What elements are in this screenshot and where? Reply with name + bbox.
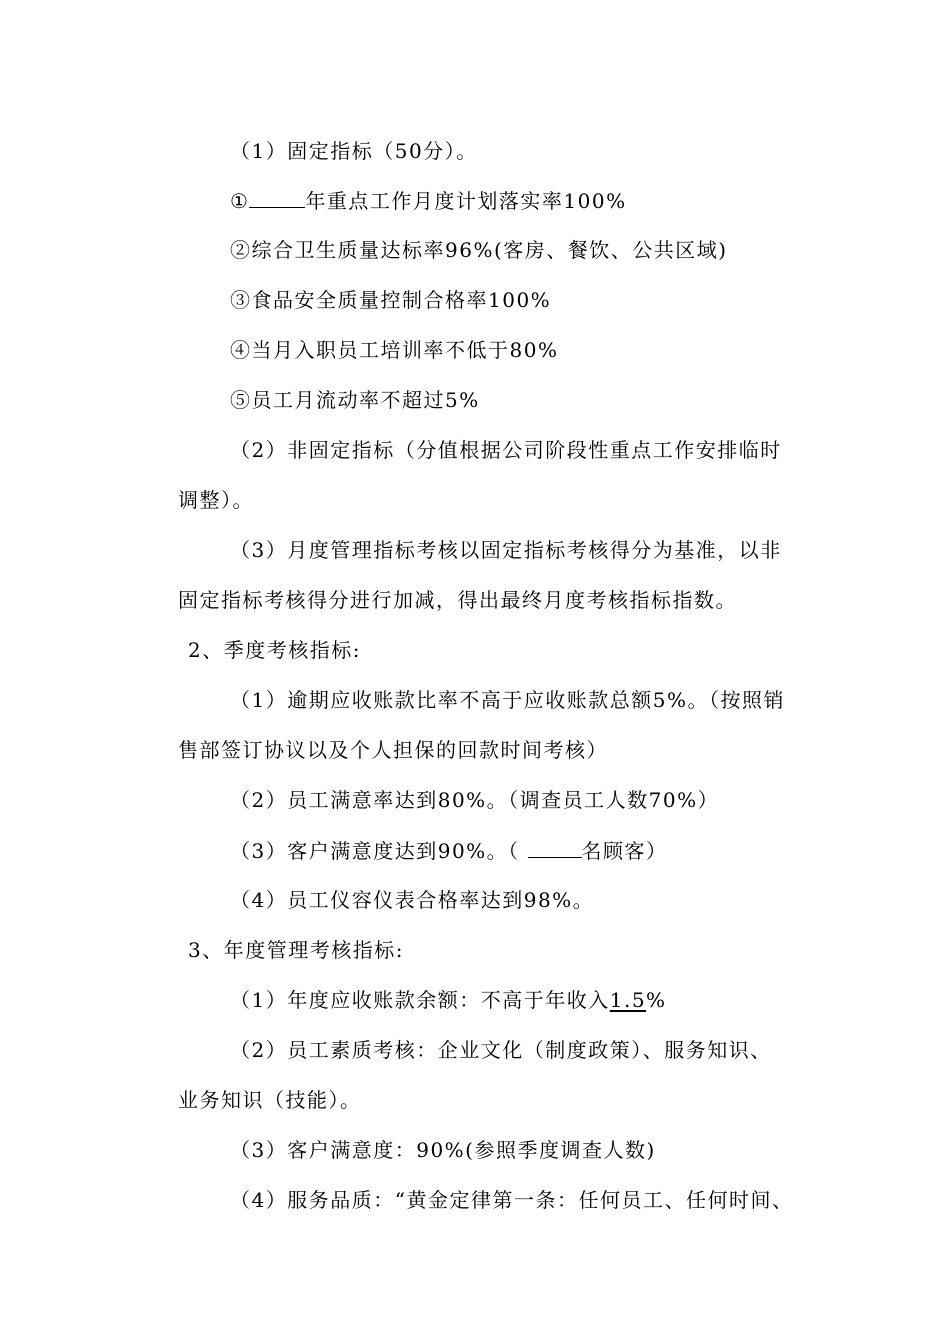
list-item-turnover	[230, 387, 480, 413]
line-text-prefix: （1）年度应收账款余额：不高于年收入	[230, 988, 610, 1012]
line-text: （2）员工素质考核：企业文化（制度政策）、服务知识、	[230, 1038, 772, 1062]
line-text: （3）客户满意度：90%(参照季度调查人数)	[230, 1138, 656, 1162]
paragraph-continuation	[178, 487, 254, 513]
list-item-hygiene	[230, 237, 728, 263]
line-text: ③食品安全质量控制合格率100%	[230, 288, 552, 312]
line-text: （4）员工仪容仪表合格率达到98%。	[230, 888, 595, 912]
line-text: 固定指标考核得分进行加减，得出最终月度考核指标指数。	[178, 588, 737, 612]
paragraph-appearance	[230, 887, 594, 913]
underlined-value: 1.5	[609, 988, 647, 1012]
paragraph-customer-satisfaction	[230, 837, 668, 864]
fill-in-blank	[528, 837, 582, 858]
paragraph-annual-customer-satisfaction	[230, 1137, 656, 1163]
line-text-suffix: 名顾客）	[581, 839, 668, 863]
list-item-food-safety	[230, 287, 551, 313]
section-heading-quarterly	[188, 637, 361, 663]
heading-text: 2、季度考核指标:	[188, 638, 361, 662]
line-text-suffix: 年重点工作月度计划落实率100%	[305, 189, 627, 213]
line-text-prefix: （3）客户满意度达到90%。（	[230, 839, 528, 863]
line-text: （3）月度管理指标考核以固定指标考核得分为基准，以非	[230, 538, 782, 562]
paragraph-fixed-indicators	[230, 138, 478, 164]
line-text: 调整）。	[178, 488, 254, 512]
line-text-suffix: %	[646, 988, 667, 1012]
paragraph-employee-quality	[230, 1037, 772, 1063]
line-text: ②综合卫生质量达标率96%(客房、餐饮、公共区域)	[230, 238, 728, 262]
paragraph-continuation	[178, 587, 737, 613]
line-text: （1）逾期应收账款比率不高于应收账款总额5%。（按照销	[230, 688, 785, 712]
line-text: （2）非固定指标（分值根据公司阶段性重点工作安排临时	[230, 438, 782, 462]
heading-text: 3、年度管理考核指标:	[188, 938, 404, 962]
paragraph-employee-satisfaction	[230, 787, 719, 813]
fill-in-blank	[249, 187, 305, 208]
section-heading-annual	[188, 937, 404, 963]
line-text: 业务知识（技能）。	[178, 1088, 362, 1112]
paragraph-continuation	[178, 737, 608, 763]
line-text: （2）员工满意率达到80%。（调查员工人数70%）	[230, 788, 720, 812]
paragraph-continuation	[178, 1087, 362, 1113]
list-item-training	[230, 337, 558, 363]
paragraph-overdue-receivables	[230, 687, 785, 713]
paragraph-annual-receivables	[230, 987, 667, 1013]
line-text: 售部签订协议以及个人担保的回款时间考核）	[178, 738, 608, 762]
paragraph-monthly-assessment	[230, 537, 782, 563]
line-text: ④当月入职员工培训率不低于80%	[230, 338, 559, 362]
paragraph-non-fixed-indicators	[230, 437, 782, 463]
line-text-prefix: ①	[230, 189, 250, 213]
line-text: （1）固定指标（50分）。	[230, 139, 478, 163]
paragraph-service-quality	[230, 1187, 793, 1213]
line-text: ⑤员工月流动率不超过5%	[230, 388, 480, 412]
line-text: （4）服务品质：“黄金定律第一条：任何员工、任何时间、	[230, 1188, 794, 1212]
list-item-monthly-plan	[230, 187, 627, 214]
